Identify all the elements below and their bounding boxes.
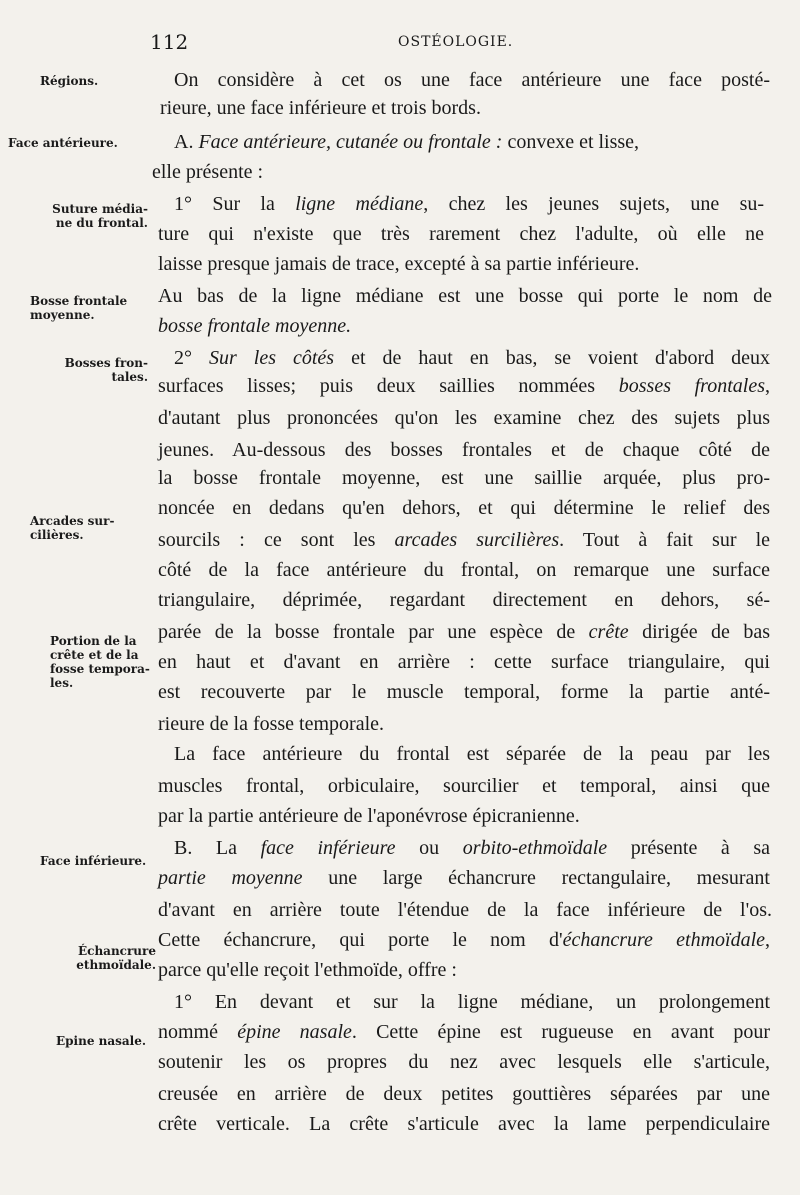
text-span: A. bbox=[174, 131, 199, 153]
text-span: La face antérieure du frontal est séparée de la peau par les bbox=[174, 743, 770, 765]
text-span: 2° bbox=[174, 347, 209, 369]
text-line bbox=[158, 926, 770, 954]
text-span: nommé bbox=[158, 1021, 238, 1043]
margin-note-line: Portion de la bbox=[50, 634, 137, 648]
text-span: d'avant en arrière toute l'étendue de la face inférieure de l'os. bbox=[158, 899, 772, 921]
italic-term: Sur les côtés bbox=[209, 347, 335, 369]
margin-note-line: moyenne. bbox=[30, 308, 95, 322]
text-span: B. La bbox=[174, 837, 261, 859]
margin-note-line: ne du frontal. bbox=[55, 216, 148, 230]
text-span: et de haut en bas, se voient d'abord deux bbox=[334, 347, 771, 369]
text-line bbox=[158, 372, 770, 400]
margin-note-line: Bosses fron- bbox=[64, 356, 148, 370]
text-span: crête verticale. La crête s'articule avec la lame perpendiculaire bbox=[158, 1113, 770, 1135]
text-span: ture qui n'existe que très rarement chez l'adulte, où elle ne bbox=[158, 223, 764, 245]
text-line bbox=[158, 464, 770, 492]
text-span: Cette échancrure, qui porte le nom d' bbox=[158, 929, 563, 951]
text-line bbox=[158, 556, 770, 584]
text-span: soutenir les os propres du nez avec lesquels elle s'articule, bbox=[158, 1051, 770, 1073]
text-line bbox=[158, 956, 457, 984]
text-line bbox=[158, 1018, 770, 1046]
text-span: d'autant plus prononcées qu'on les examine chez des sujets plus bbox=[158, 407, 770, 429]
text-span: ou bbox=[395, 837, 463, 859]
margin-note-line: ethmoïdale. bbox=[76, 958, 156, 972]
margin-note-line: Face inférieure. bbox=[40, 854, 147, 868]
text-line bbox=[158, 896, 772, 924]
text-line bbox=[158, 282, 772, 310]
text-span: 1° En devant et sur la ligne médiane, un prolongement bbox=[174, 991, 770, 1013]
text-line bbox=[158, 220, 764, 248]
margin-note-line: les. bbox=[50, 676, 74, 690]
text-span: présente à sa bbox=[607, 837, 771, 859]
margin-note-line: Arcades sur- bbox=[30, 514, 115, 528]
text-span: noncée en dedans qu'en dehors, et qui détermine le relief des bbox=[158, 497, 770, 519]
text-span: la bosse frontale moyenne, est une saillie arquée, plus pro- bbox=[158, 467, 770, 489]
text-line bbox=[158, 802, 580, 830]
margin-note-line: Échancrure bbox=[78, 944, 156, 958]
text-span: dirigée de bas bbox=[628, 621, 770, 643]
text-line bbox=[158, 710, 384, 738]
text-span: laisse presque jamais de trace, excepté à sa partie inférieure. bbox=[158, 253, 640, 275]
page-number: 112 bbox=[150, 30, 189, 54]
margin-note-line: Face antérieure. bbox=[8, 136, 118, 150]
italic-term: Face antérieure, cutanée ou frontale : bbox=[198, 131, 503, 153]
text-line bbox=[158, 404, 770, 432]
text-line bbox=[158, 1110, 770, 1138]
text-line bbox=[152, 158, 263, 186]
text-span: côté de la face antérieure du frontal, on remarque une surface bbox=[158, 559, 770, 581]
text-span: 1° Sur la bbox=[174, 193, 296, 215]
margin-note-line: crête et de la bbox=[50, 648, 139, 662]
text-line bbox=[174, 834, 770, 862]
italic-term: bosses frontales bbox=[618, 375, 765, 397]
text-line bbox=[158, 1080, 770, 1108]
text-line bbox=[174, 128, 639, 156]
text-span: elle présente : bbox=[152, 161, 264, 183]
italic-term: crête bbox=[588, 621, 629, 643]
text-span: creusée en arrière de deux petites gouttières séparées par une bbox=[158, 1083, 770, 1105]
text-line bbox=[158, 772, 770, 800]
text-span: On considère à cet os une face antérieure une face posté- bbox=[174, 69, 770, 91]
margin-note-line: cilières. bbox=[30, 528, 84, 542]
text-line bbox=[158, 250, 639, 278]
running-head: OSTÉOLOGIE. bbox=[398, 34, 514, 50]
margin-note-line: Bosse frontale bbox=[30, 294, 128, 308]
margin-note-line: tales. bbox=[111, 370, 148, 384]
text-line bbox=[174, 988, 770, 1016]
margin-note-line: Suture média- bbox=[52, 202, 148, 216]
text-span: . Cette épine est rugueuse en avant pour bbox=[351, 1021, 770, 1043]
text-span: , bbox=[765, 375, 770, 397]
text-line bbox=[158, 864, 770, 892]
text-span: une large échancrure rectangulaire, mesurant bbox=[302, 867, 770, 889]
text-span: jeunes. Au-dessous des bosses frontales et de chaque côté de bbox=[158, 439, 770, 461]
italic-term: arcades surcilières bbox=[394, 529, 560, 551]
italic-term: partie moyenne bbox=[158, 867, 303, 889]
text-line bbox=[158, 678, 770, 706]
text-span: Au bas de la ligne médiane est une bosse qui porte le nom de bbox=[158, 285, 772, 307]
text-span: en haut et d'avant en arrière : cette surface triangulaire, qui bbox=[158, 651, 770, 673]
text-line bbox=[158, 312, 351, 340]
text-line bbox=[158, 436, 770, 464]
text-span: sourcils : ce sont les bbox=[158, 529, 395, 551]
italic-term: échancrure ethmoïdale bbox=[562, 929, 765, 951]
text-line bbox=[158, 1048, 770, 1076]
text-span: rieure de la fosse temporale. bbox=[158, 713, 385, 735]
text-span: surfaces lisses; puis deux saillies nommées bbox=[158, 375, 619, 397]
text-line bbox=[158, 618, 770, 646]
text-span: rieure, une face inférieure et trois bords. bbox=[160, 97, 481, 119]
italic-term: orbito-ethmoïdale bbox=[462, 837, 608, 859]
text-span: muscles frontal, orbiculaire, sourcilier et temporal, ainsi que bbox=[158, 775, 770, 797]
text-span: est recouverte par le muscle temporal, forme la partie anté- bbox=[158, 681, 770, 703]
text-line bbox=[174, 190, 764, 218]
text-span: triangulaire, déprimée, regardant directement en dehors, sé- bbox=[158, 589, 770, 611]
italic-term: face inférieure bbox=[260, 837, 396, 859]
text-line bbox=[174, 740, 770, 768]
margin-note-line: Epine nasale. bbox=[56, 1034, 147, 1048]
margin-note-line: fosse tempora- bbox=[50, 662, 150, 676]
text-line bbox=[160, 94, 481, 122]
text-line bbox=[158, 648, 770, 676]
text-span: parée de la bosse frontale par une espèce de bbox=[158, 621, 589, 643]
text-line bbox=[174, 344, 770, 372]
text-line bbox=[174, 66, 770, 94]
text-line bbox=[158, 526, 770, 554]
text-span: par la partie antérieure de l'aponévrose épicranienne. bbox=[158, 805, 580, 827]
italic-term: bosse frontale moyenne. bbox=[158, 315, 352, 337]
text-span: , chez les jeunes sujets, une su- bbox=[423, 193, 765, 215]
text-span: . Tout à fait sur le bbox=[559, 529, 771, 551]
italic-term: épine nasale bbox=[237, 1021, 352, 1043]
text-span: parce qu'elle reçoit l'ethmoïde, offre : bbox=[158, 959, 457, 981]
text-span: convexe et lisse, bbox=[502, 131, 640, 153]
text-line bbox=[158, 494, 770, 522]
margin-note-line: Régions. bbox=[40, 74, 99, 88]
text-span: , bbox=[765, 929, 770, 951]
text-line bbox=[158, 586, 770, 614]
italic-term: ligne médiane bbox=[295, 193, 424, 215]
